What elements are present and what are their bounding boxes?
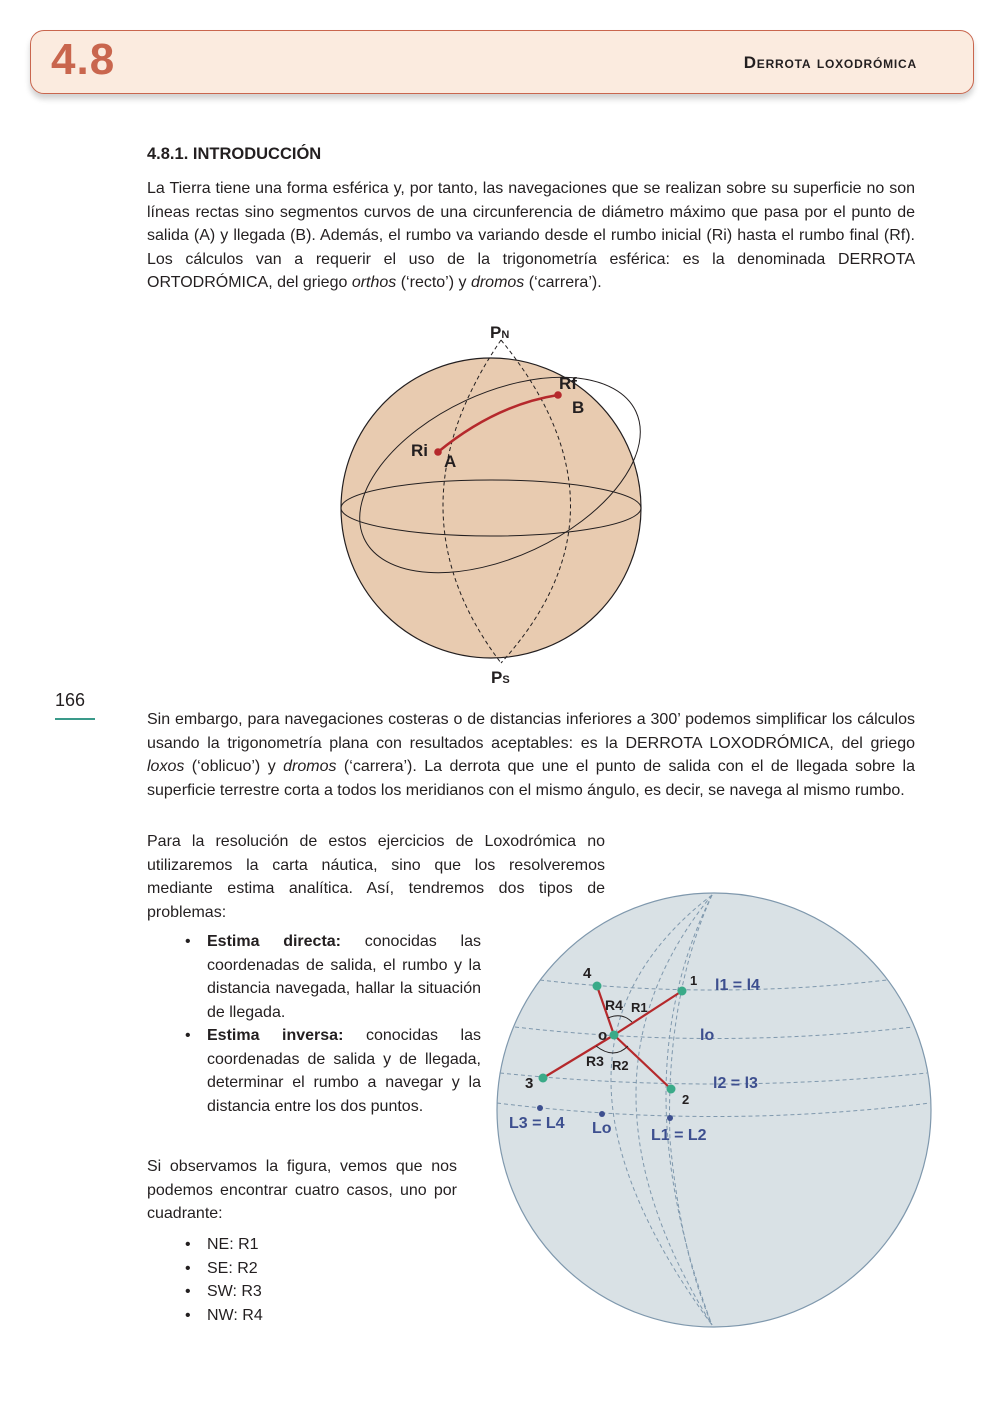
list-item-term: Estima inversa: (207, 1027, 344, 1044)
ri-label: Ri (411, 441, 428, 460)
italic-term: orthos (351, 274, 397, 291)
chapter-number: 4.8 (51, 35, 116, 84)
chapter-title: Derrota loxodrómica (743, 53, 917, 72)
text-run: (‘carrera’). La derrota que une el punto de salida con el de llegada sobre la superficie terrestre corta a todos los meridianos con el mismo ángulo, es decir, se navega al mismo rumbo. (147, 758, 916, 799)
loxodromic-sphere-figure (495, 890, 935, 1330)
north-pole-label: PN (490, 323, 510, 342)
point-2-label: 2 (682, 1092, 690, 1107)
lon-3-4-label: L3 = L4 (509, 1115, 565, 1132)
resolution-paragraph: Para la resolución de estos ejercicios de Loxodrómica no utilizaremos la carta náutica, sino que los resolveremos mediante estima analítica. Así, tendremos dos tipos de problemas: (147, 833, 605, 921)
page-number-rule (55, 718, 95, 720)
lat-0-label: lo (700, 1027, 715, 1044)
point-3-label: 3 (525, 1075, 534, 1092)
list-item-text: conocidas las coordenadas de salida, el rumbo y la distancia navegada, hallar la situación de llegada. (207, 933, 481, 1021)
list-item: • NW: R4 (183, 1304, 383, 1328)
list-item-term: Estima directa: (207, 933, 342, 950)
point-a-marker (434, 448, 442, 456)
point-4-label: 4 (583, 965, 592, 982)
orthodromic-sphere-figure (335, 315, 665, 695)
section-title: 4.8.1. INTRODUCCIÓN (147, 145, 322, 163)
italic-term: dromos (470, 274, 525, 291)
text-run: (‘oblicuo’) y (184, 758, 284, 775)
south-pole-label: PS (491, 668, 510, 687)
list-item: • SW: R3 (183, 1280, 383, 1304)
sphere (341, 358, 641, 658)
a-label: A (444, 452, 457, 471)
rf-label: Rf (559, 374, 577, 393)
page-number: 166 (55, 690, 86, 710)
italic-term: dromos (283, 758, 337, 775)
r3-label: R3 (586, 1053, 604, 1069)
lat-1-4-label: l1 = l4 (715, 977, 760, 994)
intro-paragraph (147, 177, 915, 295)
r1-label: R1 (631, 1000, 648, 1015)
cases-list (183, 1233, 383, 1327)
point-1-label: 1 (690, 973, 698, 988)
text-run: La Tierra tiene una forma esférica y, por tanto, las navegaciones que se realizan sobre su superficie no son líneas rectas sino segmentos curvos de una circunferencia de diámetro máximo que pasa por el punto de salida (A) y llegada (B). Además, el rumbo va variando desde el rumbo inicial (Ri) hasta el rumbo final (Rf). Los cálculos van a requerir el uso de la trigonometría esférica: es la denominada DERROTA ORTODRÓMICA, del griego (147, 180, 915, 291)
problem-types-list (183, 930, 481, 1118)
loxodromic-paragraph (147, 708, 915, 802)
chapter-header (30, 30, 974, 94)
r4-label: R4 (605, 997, 623, 1013)
origin-label: o (598, 1027, 608, 1044)
lat-2-3-label: l2 = l3 (713, 1075, 758, 1092)
observe-paragraph: Si observamos la figura, vemos que nos podemos encontrar cuatro casos, uno por cuadrante: (147, 1158, 457, 1222)
text-run: (‘recto’) y (396, 274, 471, 291)
list-item: • NE: R1 (183, 1233, 383, 1257)
list-item (183, 1024, 481, 1118)
list-item-text: conocidas las coordenadas de salida y de llegada, determinar el rumbo a navegar y la distancia entre los dos puntos. (207, 1027, 481, 1115)
list-item (183, 930, 481, 1024)
b-label: B (572, 398, 585, 417)
italic-term: loxos (147, 758, 185, 775)
r2-label: R2 (612, 1058, 629, 1073)
lon-1-2-label: L1 = L2 (651, 1127, 707, 1144)
list-item: • SE: R2 (183, 1257, 383, 1281)
text-run: (‘carrera’). (524, 274, 602, 291)
lon-0-label: Lo (592, 1120, 612, 1137)
text-run: Sin embargo, para navegaciones costeras o de distancias inferiores a 300’ podemos simplificar los cálculos usando la trigonometría plana con resultados aceptables: es la DERROTA LOXODRÓMICA, del griego (147, 711, 915, 752)
